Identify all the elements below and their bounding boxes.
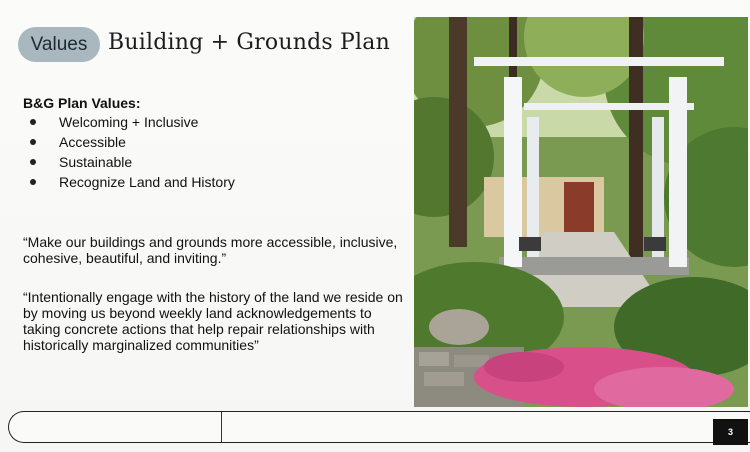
- garden-arbor-photo: [414, 17, 748, 407]
- list-item: [30, 132, 235, 152]
- list-item-label: Sustainable: [59, 154, 133, 170]
- page-number: 3: [713, 419, 748, 445]
- bullet-icon: [30, 159, 36, 165]
- bullet-icon: [30, 119, 36, 125]
- list-item: [30, 172, 235, 192]
- values-heading: B&G Plan Values:: [23, 95, 141, 111]
- slide-title: Building + Grounds Plan: [108, 30, 390, 55]
- list-item-label: Accessible: [59, 134, 126, 150]
- list-item-label: Welcoming + Inclusive: [59, 114, 199, 130]
- footer-bar: [8, 411, 750, 443]
- quote-accessibility: “Make our buildings and grounds more accessible, inclusive, cohesive, beautiful, and inviting.”: [23, 234, 398, 266]
- list-item-label: Recognize Land and History: [59, 174, 235, 190]
- values-pill-label: Values: [30, 33, 88, 55]
- list-item: [30, 112, 235, 132]
- bullet-icon: [30, 179, 36, 185]
- garden-arbor-illustration: [414, 17, 748, 407]
- bullet-icon: [30, 139, 36, 145]
- quote-history: “Intentionally engage with the history of the land we reside on by moving us beyond weekly land acknowledgements to taking concrete actions that help repair relationships with historically marginalized communities”: [23, 289, 403, 353]
- footer-divider: [221, 412, 222, 442]
- list-item: [30, 152, 235, 172]
- values-list: [30, 112, 235, 192]
- values-pill: [18, 27, 100, 62]
